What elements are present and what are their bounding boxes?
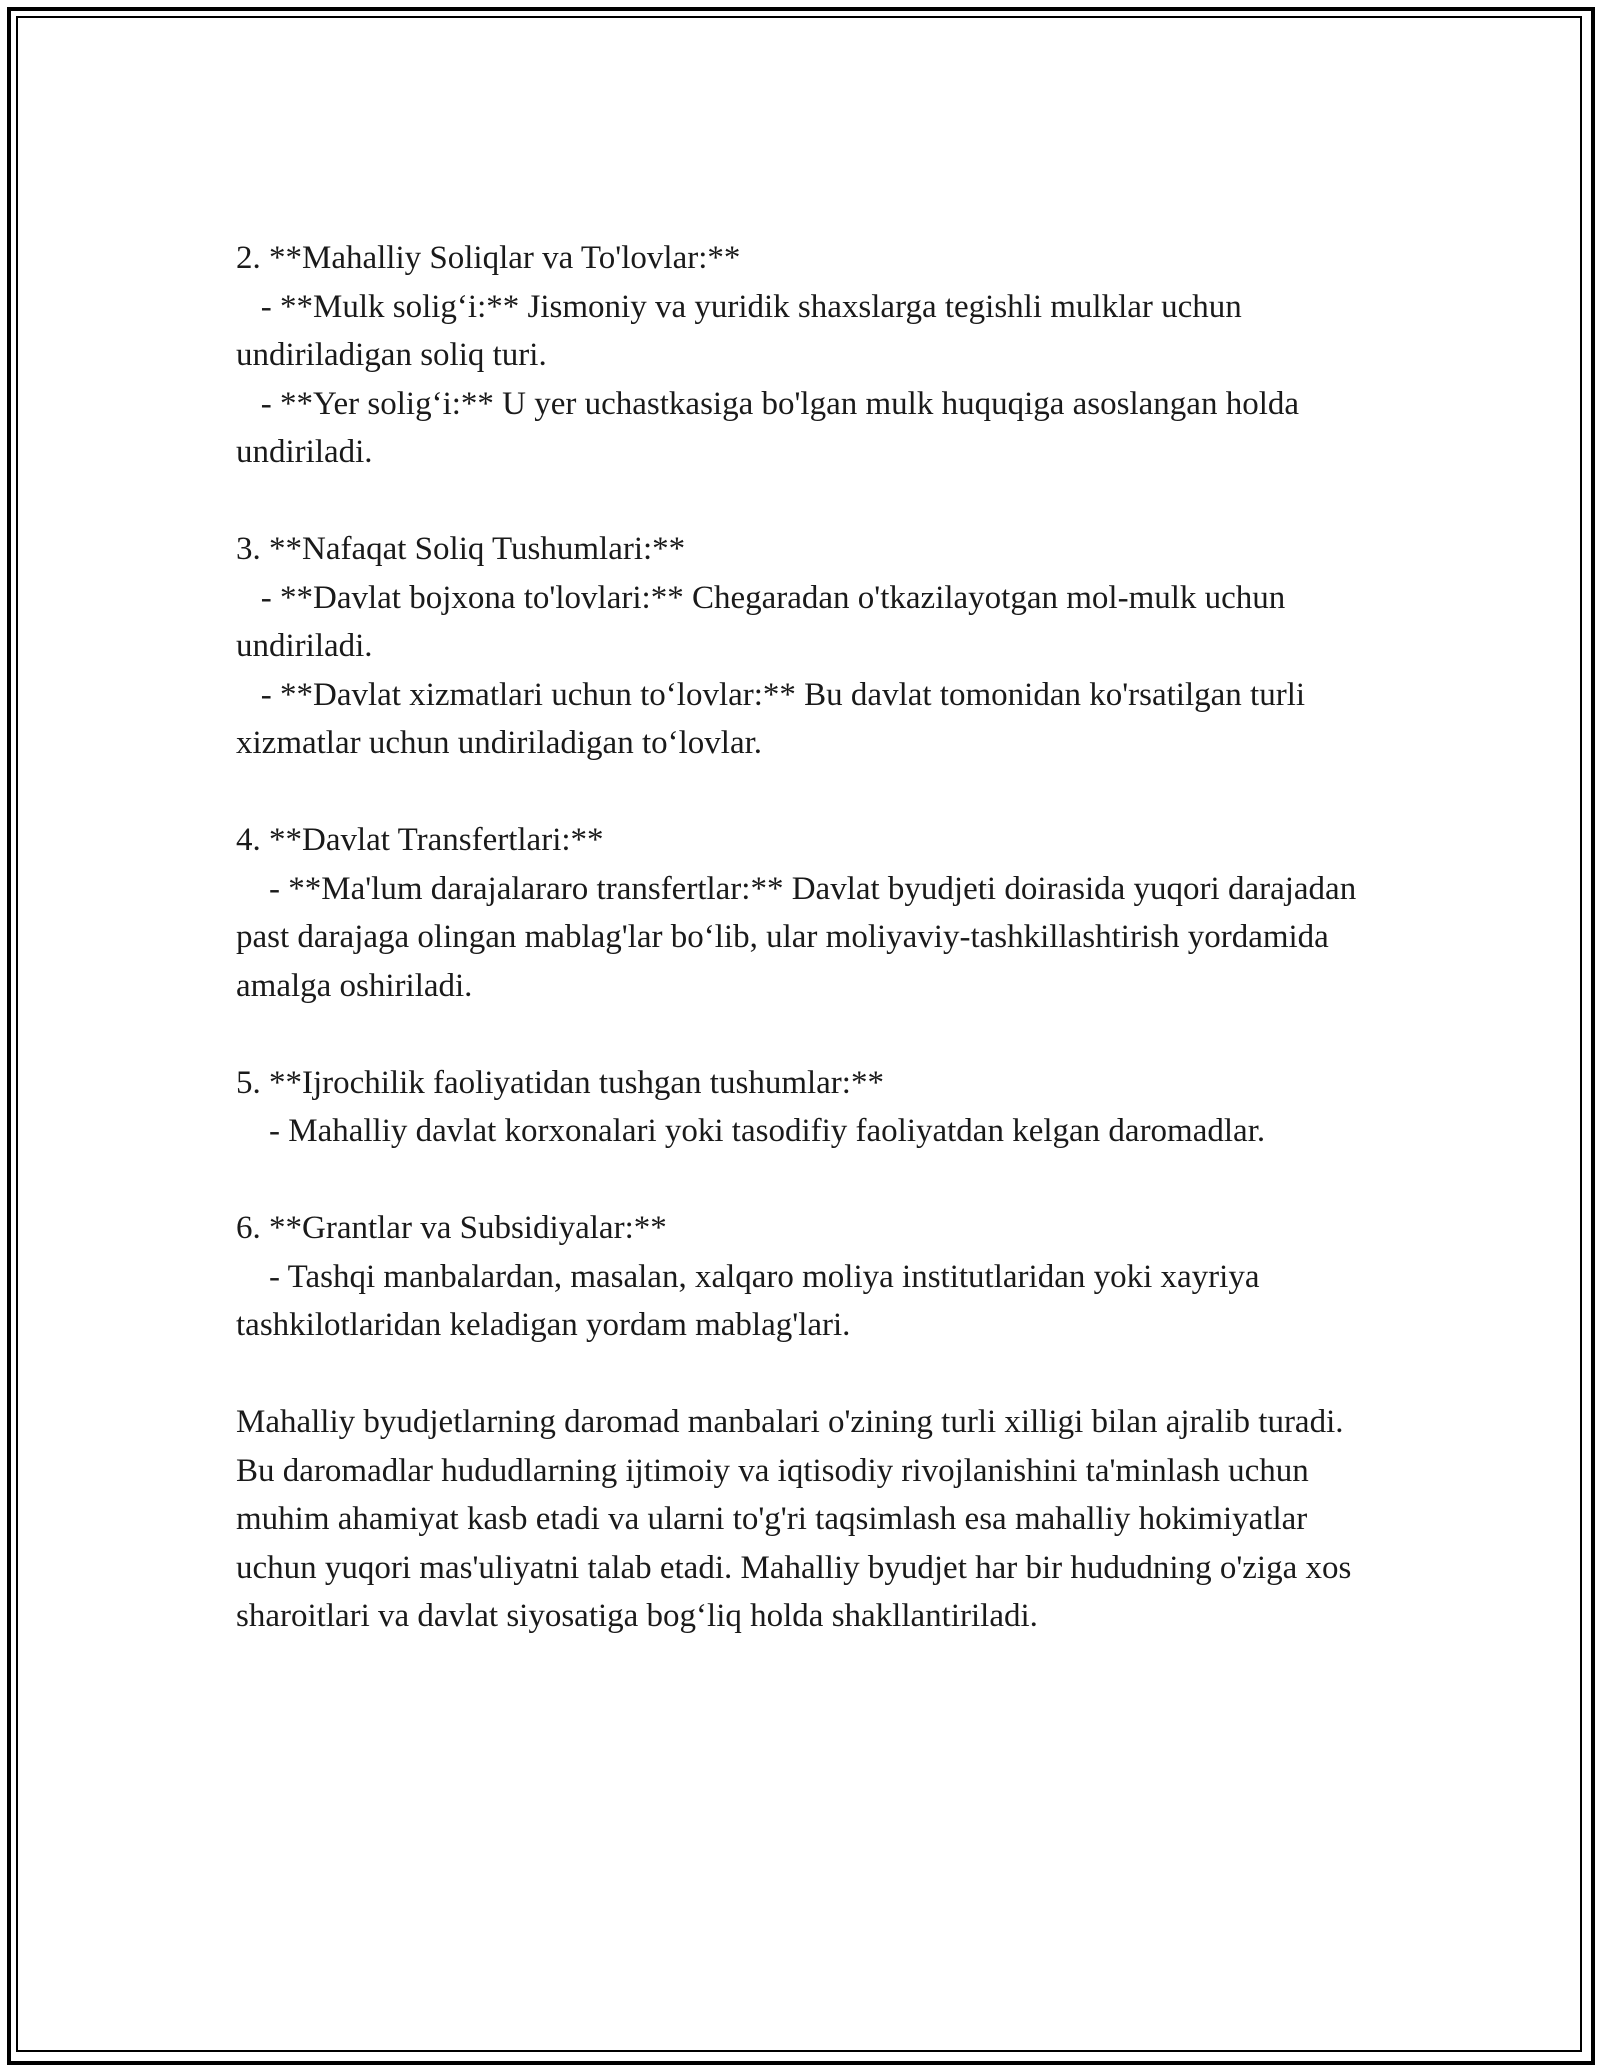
- section-ijrochilik-faoliyati: [236, 1059, 1366, 1156]
- section-heading: 5. **Ijrochilik faoliyatidan tushgan tushumlar:**: [236, 1064, 884, 1101]
- section-grantlar: [236, 1204, 1366, 1350]
- list-item: - **Davlat bojxona to'lovlari:** Chegaradan o'tkazilayotgan mol-mulk uchun undiriladi.: [236, 579, 1294, 664]
- section-davlat-transfertlari: [236, 816, 1366, 1010]
- section-heading: 2. **Mahalliy Soliqlar va To'lovlar:**: [236, 240, 741, 276]
- list-item: - Mahalliy davlat korxonalari yoki tasodifiy faoliyatdan kelgan daromadlar.: [236, 1113, 1266, 1149]
- list-item: - Tashqi manbalardan, masalan, xalqaro moliya institutlaridan yoki xayriya tashkilotlaridan keladigan yordam mablag'lari.: [236, 1258, 1268, 1343]
- section-mahalliy-soliqlar: [236, 234, 1366, 477]
- list-item: - **Davlat xizmatlari uchun to‘lovlar:** Bu davlat tomonidan ko'rsatilgan turli xizmatlar uchun undiriladigan to‘lovlar.: [236, 676, 1314, 761]
- document-body: [236, 234, 1366, 1689]
- list-item: - **Mulk solig‘i:** Jismoniy va yuridik shaxslarga tegishli mulklar uchun undiriladigan soliq turi.: [236, 288, 1251, 373]
- list-item: - **Ma'lum darajalararo transfertlar:** Davlat byudjeti doirasida yuqori darajadan past darajaga olingan mablag'lar bo‘lib, ular moliyaviy-tashkillashtirish yordamida amalga oshiriladi.: [236, 870, 1365, 1004]
- list-item: - **Yer solig‘i:** U yer uchastkasiga bo'lgan mulk huquqiga asoslangan holda undiriladi.: [236, 385, 1308, 470]
- section-heading: 4. **Davlat Transfertlari:**: [236, 822, 604, 858]
- section-heading: 3. **Nafaqat Soliq Tushumlari:**: [236, 531, 686, 567]
- section-heading: 6. **Grantlar va Subsidiyalar:**: [236, 1210, 667, 1246]
- section-nafaqat-soliq: [236, 525, 1366, 768]
- paragraph-text: Mahalliy byudjetlarning daromad manbalari o'zining turli xilligi bilan ajralib turadi. Bu daromadlar hududlarning ijtimoiy va iqtisodiy rivojlanishini ta'minlash uchun muhim ahamiyat kasb etadi va ularni to'g'ri taqsimlash esa mahalliy hokimiyatlar uchun yuqori mas'uliyatni talab etadi. Mahalliy byudjet har bir hududning o'ziga xos sharoitlari va davlat siyosatiga bog‘liq holda shakllantiriladi.: [236, 1404, 1360, 1634]
- closing-paragraph: [236, 1398, 1366, 1641]
